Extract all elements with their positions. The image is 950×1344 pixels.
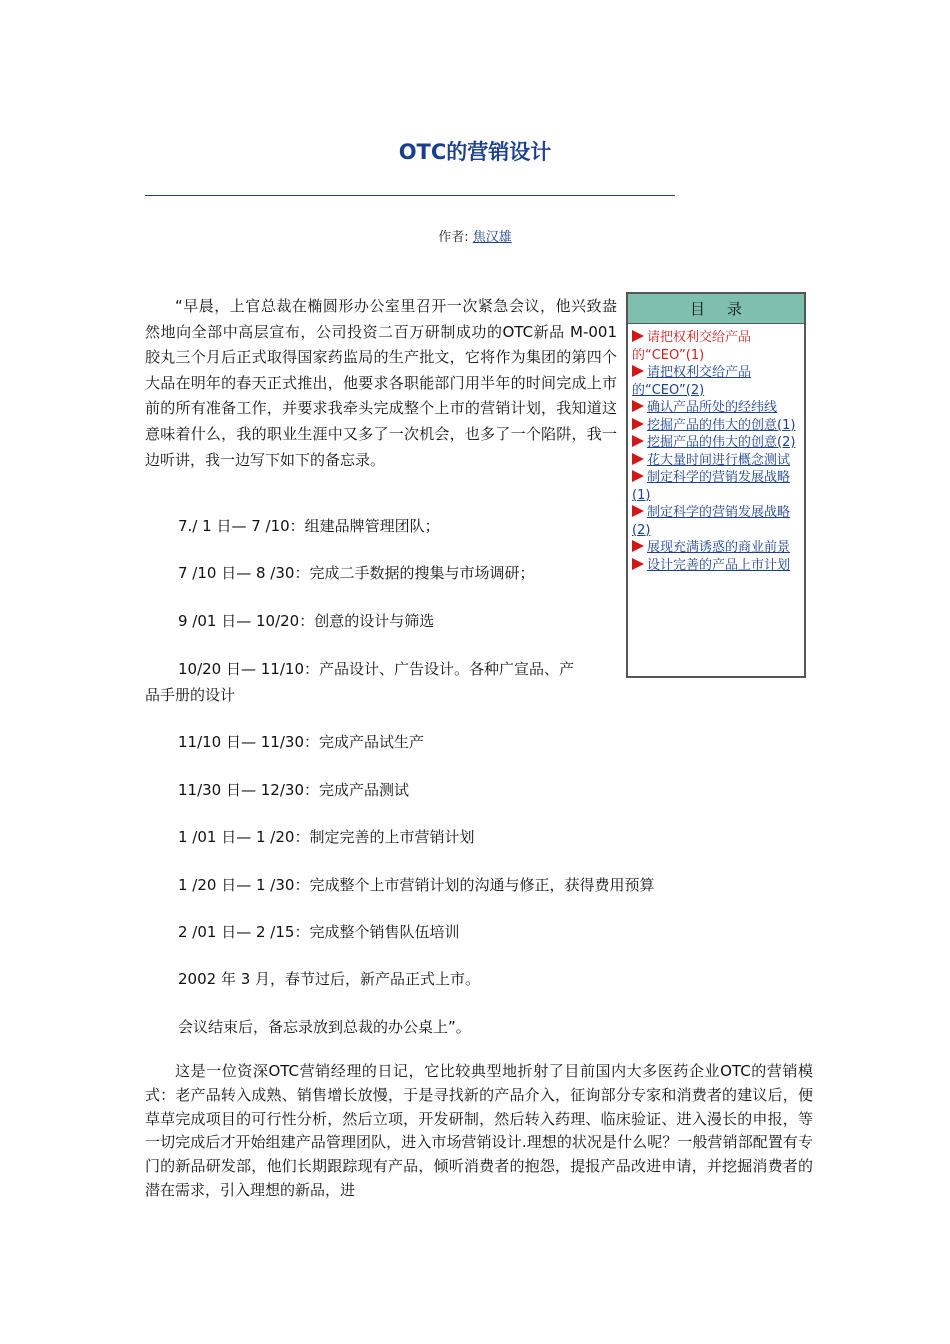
schedule-line: 品手册的设计 — [145, 686, 236, 704]
arrow-right-icon — [632, 418, 644, 430]
table-of-contents — [626, 292, 806, 678]
schedule-line: 会议结束后，备忘录放到总裁的办公桌上”。 — [178, 1018, 471, 1036]
schedule-line: 7./ 1 日— 7 /10：组建品牌管理团队； — [178, 517, 440, 535]
schedule-line: 11/30 日— 12/30：完成产品测试 — [178, 781, 409, 799]
arrow-right-icon — [632, 400, 644, 412]
toc-link[interactable]: 请把权利交给产品的“CEO”(2) — [632, 365, 752, 398]
page-title: OTC的营销设计 — [398, 140, 552, 164]
arrow-right-icon — [632, 365, 644, 377]
toc-link[interactable]: 制定科学的营销发展战略(1) — [632, 470, 791, 503]
schedule-line: 1 /01 日— 1 /20：制定完善的上市营销计划 — [178, 828, 475, 846]
arrow-right-icon — [632, 540, 644, 552]
closing-text — [145, 1060, 813, 1203]
author-line — [0, 226, 950, 245]
arrow-right-icon — [632, 505, 644, 517]
toc-item[interactable] — [632, 557, 801, 575]
toc-item[interactable] — [632, 364, 801, 399]
toc-link[interactable]: 花大量时间进行概念测试 — [647, 452, 791, 468]
schedule-line: 9 /01 日— 10/20：创意的设计与筛选 — [178, 612, 435, 630]
schedule-line: 10/20 日— 11/10：产品设计、广告设计。各种广宣品、产 — [178, 660, 574, 678]
toc-item[interactable] — [632, 469, 801, 504]
title-divider — [145, 195, 675, 196]
toc-item[interactable] — [632, 417, 801, 435]
arrow-right-icon — [632, 558, 644, 570]
toc-link[interactable]: 确认产品所处的经纬线 — [647, 400, 778, 415]
closing-paragraph: 这是一位资深OTC营销经理的日记，它比较典型地折射了目前国内大多医药企业OTC的营销模式：老产品转入成熟、销售增长放慢，于是寻找新的产品介入，征询部分专家和消费者的建议后，便草草完成项目的可行性分析，然后立项，开发研制，然后转入药理、临床验证、进入漫长的申报，等一切完成后才开始组建产品管理团队，进入市场营销设计.理想的状况是什么呢？一般营销部配置有专门的新品研发部，他们长期跟踪现有产品，倾听消费者的抱怨，提报产品改进申请，并挖掘消费者的潜在需求，引入理想的新品，进 — [145, 1062, 813, 1199]
schedule-line: 2 /01 日— 2 /15：完成整个销售队伍培训 — [178, 923, 460, 941]
toc-list — [628, 324, 804, 574]
schedule-line: 1 /20 日— 1 /30：完成整个上市营销计划的沟通与修正，获得费用预算 — [178, 876, 655, 894]
toc-item[interactable] — [632, 329, 801, 364]
toc-link[interactable]: 挖掘产品的伟大的创意(2) — [647, 435, 796, 450]
toc-item[interactable] — [632, 504, 801, 539]
toc-item[interactable] — [632, 434, 801, 452]
toc-link[interactable]: 展现充满诱惑的商业前景 — [647, 540, 791, 555]
arrow-right-icon — [632, 453, 644, 465]
toc-item[interactable] — [632, 452, 801, 470]
intro-text — [145, 294, 617, 473]
toc-item[interactable] — [632, 539, 801, 557]
toc-link[interactable]: 请把权利交给产品的“CEO”(1) — [632, 330, 752, 363]
schedule-line: 7 /10 日— 8 /30：完成二手数据的搜集与市场调研； — [178, 564, 535, 582]
toc-link[interactable]: 挖掘产品的伟大的创意(1) — [647, 417, 796, 433]
arrow-right-icon — [632, 435, 644, 447]
author-link[interactable]: 焦汉雄 — [472, 230, 512, 245]
intro-paragraph: “早晨，上官总裁在椭圆形办公室里召开一次紧急会议，他兴致盎然地向全部中高层宣布，公司投资二百万研制成功的OTC新品 M-001胶丸三个月后正式取得国家药监局的生产批文，它将作为集团的第四个大品在明年的春天正式推出，他要求各职能部门用半年的时间完成上市前的所有准备工作，并要求我牵头完成整个上市的营销计划，我知道这意味着什么，我的职业生涯中又多了一次机会，也多了一个陷阱，我一边听讲，我一边写下如下的备忘录。 — [145, 297, 617, 469]
arrow-right-icon — [632, 330, 644, 342]
schedule-line: 2002 年 3 月，春节过后，新产品正式上市。 — [178, 970, 481, 988]
toc-link[interactable]: 制定科学的营销发展战略(2) — [632, 505, 791, 538]
schedule-line: 11/10 日— 11/30：完成产品试生产 — [178, 733, 424, 751]
author-label: 作者: — [438, 230, 473, 245]
toc-heading: 目录 — [628, 294, 804, 324]
toc-link[interactable]: 设计完善的产品上市计划 — [647, 557, 791, 573]
arrow-right-icon — [632, 470, 644, 482]
toc-item[interactable] — [632, 399, 801, 417]
